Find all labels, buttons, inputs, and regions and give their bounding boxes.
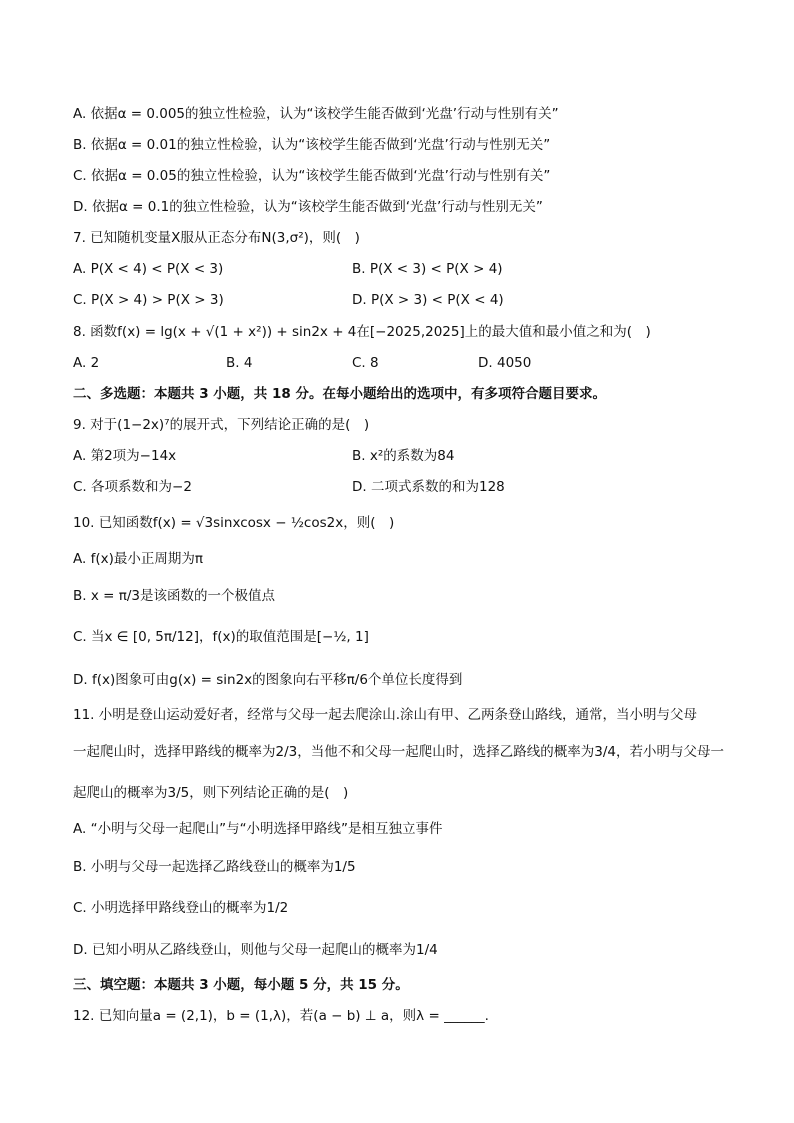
section-fill-in-heading: 三、填空题：本题共 3 小题，每小题 5 分，共 15 分。: [73, 977, 409, 993]
q8-option-c: C. 8: [352, 355, 379, 371]
q6-option-d: D. 依据α = 0.1的独立性检验，认为“该校学生能否做到‘光盘’行动与性别无关”: [73, 199, 543, 215]
q9-option-a: A. 第2项为−14x: [73, 448, 177, 464]
q7-stem: 7. 已知随机变量X服从正态分布N(3,σ²)，则( ): [73, 230, 360, 246]
q11-option-b: B. 小明与父母一起选择乙路线登山的概率为1/5: [73, 859, 356, 875]
q7-option-b: B. P(X < 3) < P(X > 4): [352, 261, 503, 277]
q8-stem: 8. 函数f(x) = lg(x + √(1 + x²)) + sin2x + 4在[−2025,2025]上的最大值和最小值之和为( ): [73, 324, 651, 340]
q7-option-d: D. P(X > 3) < P(X < 4): [352, 292, 504, 308]
q11-option-c: C. 小明选择甲路线登山的概率为1/2: [73, 900, 289, 916]
q11-option-d: D. 已知小明从乙路线登山，则他与父母一起爬山的概率为1/4: [73, 942, 438, 958]
q9-stem: 9. 对于(1−2x)⁷的展开式，下列结论正确的是( ): [73, 417, 370, 433]
q7-option-c: C. P(X > 4) > P(X > 3): [73, 292, 224, 308]
q10-option-c: C. 当x ∈ [0, 5π/12]，f(x)的取值范围是[−½, 1]: [73, 629, 369, 645]
q11-stem-line-3: 起爬山的概率为3/5，则下列结论正确的是( ): [73, 785, 349, 801]
q12-stem: 12. 已知向量a = (2,1)，b = (1,λ)，若(a − b) ⊥ a，则λ = ______.: [73, 1008, 489, 1024]
q8-option-b: B. 4: [226, 355, 253, 371]
q6-option-a: A. 依据α = 0.005的独立性检验，认为“该校学生能否做到‘光盘’行动与性别有关”: [73, 106, 559, 122]
q9-option-d: D. 二项式系数的和为128: [352, 479, 505, 495]
q8-option-a: A. 2: [73, 355, 100, 371]
q11-option-a: A. “小明与父母一起爬山”与“小明选择甲路线”是相互独立事件: [73, 821, 443, 837]
q10-option-b: B. x = π/3是该函数的一个极值点: [73, 588, 275, 604]
q6-option-b: B. 依据α = 0.01的独立性检验，认为“该校学生能否做到‘光盘’行动与性别无关”: [73, 137, 551, 153]
q11-stem-line-2: 一起爬山时，选择甲路线的概率为2/3，当他不和父母一起爬山时，选择乙路线的概率为3/4，若小明与父母一: [73, 744, 724, 760]
q11-stem-line-1: 11. 小明是登山运动爱好者，经常与父母一起去爬涂山.涂山有甲、乙两条登山路线，通常，当小明与父母: [73, 707, 698, 723]
q9-option-c: C. 各项系数和为−2: [73, 479, 192, 495]
q7-option-a: A. P(X < 4) < P(X < 3): [73, 261, 224, 277]
q10-option-d: D. f(x)图象可由g(x) = sin2x的图象向右平移π/6个单位长度得到: [73, 672, 463, 688]
q10-option-a: A. f(x)最小正周期为π: [73, 551, 203, 567]
q8-option-d: D. 4050: [478, 355, 532, 371]
section-multiple-choice-heading: 二、多选题：本题共 3 小题，共 18 分。在每小题给出的选项中，有多项符合题目要求。: [73, 386, 606, 402]
q9-option-b: B. x²的系数为84: [352, 448, 455, 464]
q6-option-c: C. 依据α = 0.05的独立性检验，认为“该校学生能否做到‘光盘’行动与性别有关”: [73, 168, 551, 184]
q10-stem: 10. 已知函数f(x) = √3sinxcosx − ½cos2x，则( ): [73, 515, 395, 531]
